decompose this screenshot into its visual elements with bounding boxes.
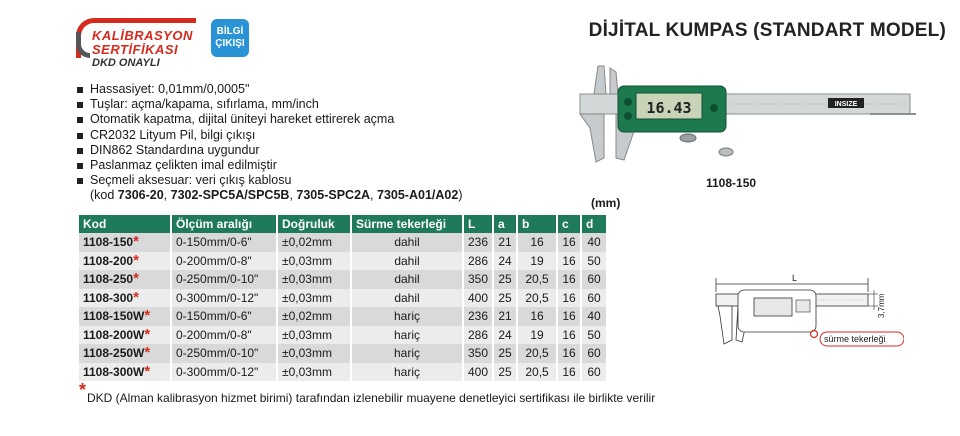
diagram-jaw-fixed	[718, 306, 732, 344]
table-header-row	[79, 215, 607, 233]
table-row	[79, 289, 607, 308]
locking-screw	[719, 148, 733, 156]
model-code: 1108-200W	[83, 327, 145, 342]
table-cell: 0-250mm/0-10"	[171, 344, 277, 363]
model-code: 1108-200	[83, 253, 134, 268]
table-row	[79, 252, 607, 271]
brand-text: INSIZE	[834, 101, 858, 108]
table-cell: hariç	[351, 363, 463, 382]
dim-label-L: L	[792, 273, 798, 283]
table-cell: 21	[493, 307, 517, 326]
unit-label: (mm)	[591, 196, 621, 210]
table-cell: 60	[581, 344, 607, 363]
logo-line2: SERTİFİKASI	[92, 42, 179, 57]
table-cell: 24	[493, 252, 517, 271]
table-cell: 24	[493, 326, 517, 345]
table-cell: 60	[581, 270, 607, 289]
unit-button-icon	[710, 104, 718, 112]
table-cell: hariç	[351, 307, 463, 326]
table-cell: dahil	[351, 270, 463, 289]
table-cell: 20,5	[517, 363, 557, 382]
table-cell	[79, 252, 171, 271]
model-code: 1108-250W	[83, 346, 145, 361]
table-cell: 400	[463, 289, 493, 308]
table-cell: ±0,03mm	[277, 344, 351, 363]
feature-item: Tuşlar: açma/kapama, sıfırlama, mm/inch	[76, 97, 462, 112]
table-cell: 40	[581, 233, 607, 252]
zero-button-icon	[624, 112, 632, 120]
spec-table	[79, 215, 608, 381]
table-cell: ±0,02mm	[277, 233, 351, 252]
table-cell: 0-250mm/0-10"	[171, 270, 277, 289]
table-cell: 16	[557, 233, 581, 252]
certificate-star-icon: *	[133, 251, 139, 269]
table-cell	[79, 233, 171, 252]
feature-list	[76, 82, 462, 204]
table-cell: 0-300mm/0-12"	[171, 289, 277, 308]
col-header-accuracy: Doğruluk	[277, 215, 351, 233]
certificate-star-icon: *	[133, 270, 139, 288]
col-header-d: d	[581, 215, 607, 233]
certificate-star-icon: *	[133, 288, 139, 306]
feature-item: Paslanmaz çelikten imal edilmiştir	[76, 158, 462, 173]
table-cell: 350	[463, 344, 493, 363]
table-cell: 286	[463, 252, 493, 271]
table-cell: 60	[581, 289, 607, 308]
table-cell: ±0,03mm	[277, 363, 351, 382]
feature-accessory-codes	[76, 188, 462, 203]
table-cell	[79, 326, 171, 345]
model-code: 1108-250	[83, 272, 134, 287]
table-cell: 50	[581, 252, 607, 271]
product-model-label: 1108-150	[706, 176, 757, 190]
caliper-product-image	[560, 58, 920, 170]
certificate-star-icon: *	[144, 362, 151, 380]
badge-line2: ÇIKIŞI	[215, 38, 245, 49]
certificate-star-icon: *	[144, 307, 151, 325]
table-cell: 20,5	[517, 289, 557, 308]
table-cell: ±0,03mm	[277, 289, 351, 308]
table-cell: 0-150mm/0-6"	[171, 307, 277, 326]
table-cell: 286	[463, 326, 493, 345]
col-header-b: b	[517, 215, 557, 233]
table-row	[79, 344, 607, 363]
diagram-screen	[754, 298, 792, 316]
feature-item: Seçmeli aksesuar: veri çıkış kablosu	[76, 173, 462, 188]
table-cell: ±0,02mm	[277, 307, 351, 326]
table-cell: dahil	[351, 289, 463, 308]
codes-sep: ,	[163, 188, 171, 203]
table-cell: 25	[493, 289, 517, 308]
codes-sep: ,	[370, 188, 377, 203]
col-header-thumb-wheel: Sürme tekerleği	[351, 215, 463, 233]
dim-label-thickness: 3,7mm	[877, 293, 886, 318]
table-row	[79, 233, 607, 252]
table-cell: dahil	[351, 252, 463, 271]
table-cell: 20,5	[517, 344, 557, 363]
footnote-text: DKD (Alman kalibrasyon hizmet birimi) tarafından izlenebilir muayene denetleyici sertifikası ile birlikte verilir	[87, 391, 656, 405]
table-cell: 19	[517, 252, 557, 271]
footnote-star: *	[79, 380, 87, 400]
table-cell: 16	[517, 307, 557, 326]
table-cell: dahil	[351, 233, 463, 252]
badge-line1: BİLGİ	[216, 26, 244, 37]
table-cell: 19	[517, 326, 557, 345]
table-cell: 16	[557, 270, 581, 289]
table-cell: 350	[463, 270, 493, 289]
col-header-code: Kod	[79, 215, 171, 233]
footnote	[79, 380, 656, 405]
outside-jaw-fixed	[580, 114, 604, 162]
table-row	[79, 270, 607, 289]
table-cell: 16	[557, 307, 581, 326]
thumb-wheel	[680, 134, 696, 142]
table-cell: ±0,03mm	[277, 326, 351, 345]
dimension-diagram	[708, 270, 904, 366]
dkd-calibration-logo	[76, 16, 206, 72]
col-header-range: Ölçüm aralığı	[171, 215, 277, 233]
table-cell	[79, 363, 171, 382]
table-cell: 25	[493, 270, 517, 289]
accessory-code: 7306-20	[117, 188, 164, 203]
accessory-code: 7305-A01/A02	[377, 188, 459, 203]
table-cell: 60	[581, 363, 607, 382]
certificate-star-icon: *	[144, 344, 151, 362]
table-cell: 0-200mm/0-8"	[171, 252, 277, 271]
model-code: 1108-300W	[83, 364, 145, 379]
inside-jaw-slide	[610, 68, 618, 94]
table-cell: 16	[557, 252, 581, 271]
power-button-icon	[624, 98, 632, 106]
col-header-c: c	[557, 215, 581, 233]
model-code: 1108-150	[83, 235, 134, 250]
logo-line1: KALİBRASYON	[92, 28, 193, 43]
feature-item: DIN862 Standardına uygundur	[76, 143, 462, 158]
table-cell: 236	[463, 307, 493, 326]
data-output-badge	[211, 19, 249, 57]
feature-item: Otomatik kapatma, dijital üniteyi hareket ettirerek açma	[76, 112, 462, 127]
feature-item: CR2032 Lityum Pil, bilgi çıkışı	[76, 128, 462, 143]
callout-thumb-wheel: sürme tekerleği	[824, 334, 886, 344]
table-cell: 0-150mm/0-6"	[171, 233, 277, 252]
codes-sep: ,	[289, 188, 297, 203]
table-cell: 0-300mm/0-12"	[171, 363, 277, 382]
table-cell: ±0,03mm	[277, 252, 351, 271]
table-cell: hariç	[351, 326, 463, 345]
thumb-wheel-marker-icon	[811, 331, 818, 338]
model-code: 1108-150W	[83, 309, 145, 324]
accessory-code: 7302-SPC5A/SPC5B	[170, 188, 290, 203]
table-cell: 16	[557, 326, 581, 345]
certificate-star-icon: *	[133, 233, 139, 251]
logo-line3: DKD ONAYLI	[92, 57, 160, 69]
inside-jaw-fixed	[594, 66, 606, 94]
table-cell: 16	[557, 344, 581, 363]
table-row	[79, 307, 607, 326]
col-header-L: L	[463, 215, 493, 233]
model-code: 1108-300	[83, 290, 134, 305]
table-row	[79, 326, 607, 345]
codes-suffix: )	[458, 188, 463, 203]
table-cell: 50	[581, 326, 607, 345]
feature-item: Hassasiyet: 0,01mm/0,0005"	[76, 82, 462, 97]
codes-prefix: (kod	[90, 188, 118, 203]
table-cell: 40	[581, 307, 607, 326]
table-row	[79, 363, 607, 382]
table-cell	[79, 270, 171, 289]
table-cell: 400	[463, 363, 493, 382]
table-cell: 0-200mm/0-8"	[171, 326, 277, 345]
table-cell: 16	[557, 363, 581, 382]
table-cell	[79, 289, 171, 308]
table-cell: 25	[493, 363, 517, 382]
table-cell: 16	[557, 289, 581, 308]
table-cell: 21	[493, 233, 517, 252]
table-cell	[79, 307, 171, 326]
certificate-star-icon: *	[144, 325, 151, 343]
table-cell: 25	[493, 344, 517, 363]
table-cell	[79, 344, 171, 363]
table-cell: ±0,03mm	[277, 270, 351, 289]
table-cell: 20,5	[517, 270, 557, 289]
col-header-a: a	[493, 215, 517, 233]
table-cell: 236	[463, 233, 493, 252]
lcd-reading: 16.43	[646, 99, 692, 117]
page-title: DİJİTAL KUMPAS (STANDART MODEL)	[588, 20, 946, 41]
table-cell: 16	[517, 233, 557, 252]
table-cell: hariç	[351, 344, 463, 363]
accessory-code: 7305-SPC2A	[296, 188, 371, 203]
